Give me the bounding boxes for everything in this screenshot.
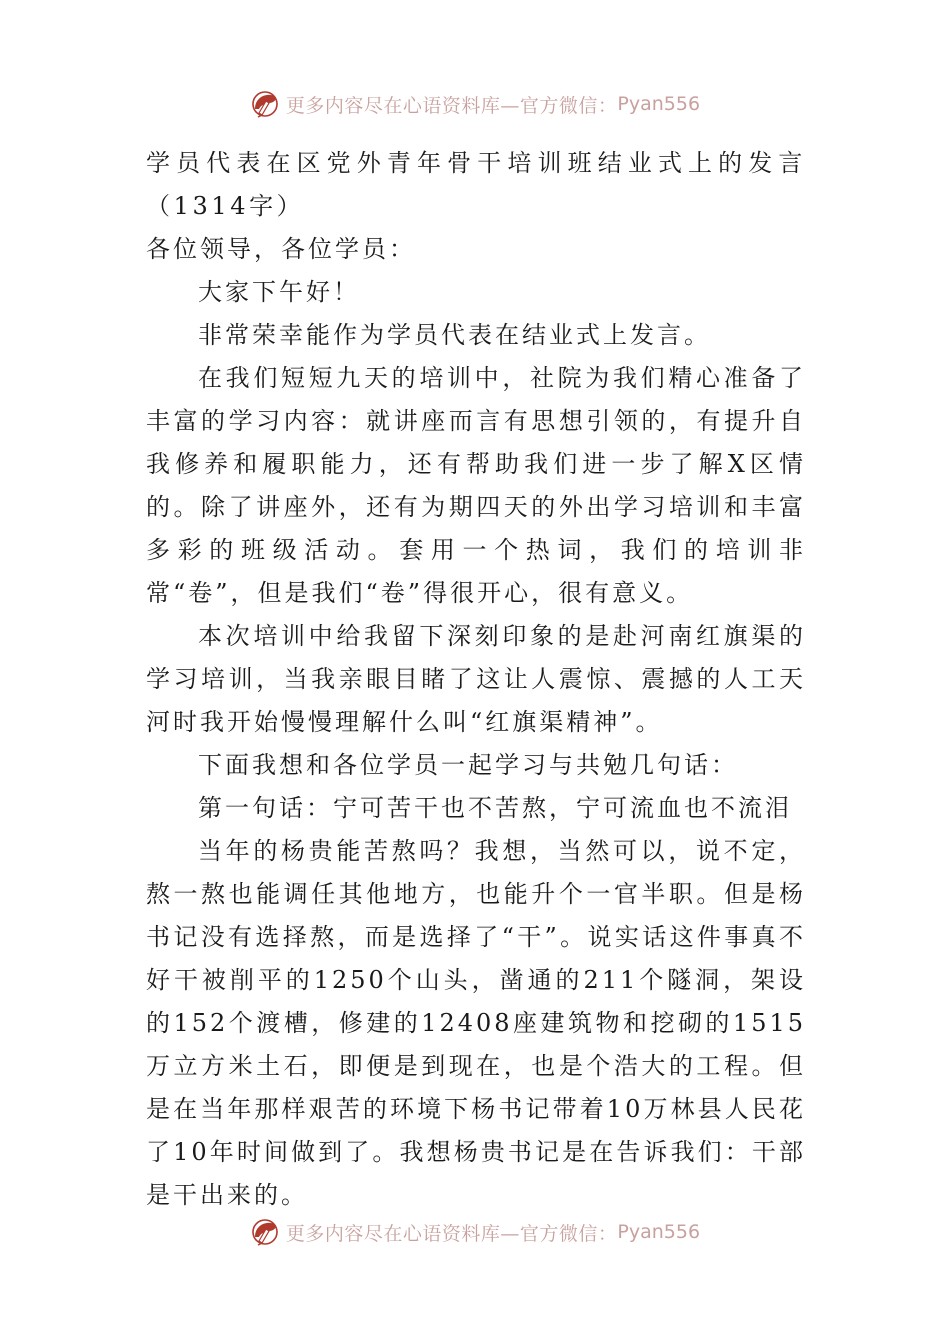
paragraph: 本次培训中给我留下深刻印象的是赴河南红旗渠的学习培训，当我亲眼目睹了这让人震惊、震撼的人工天河时我开始慢慢理解什么叫“红旗渠精神”。 bbox=[146, 622, 806, 736]
banner-wechat-id: Pyan556 bbox=[617, 93, 701, 115]
banner-brand-text: 更多内容尽在心语资料库—官方微信： bbox=[285, 94, 618, 117]
paragraph: 当年的杨贵能苦熬吗？我想，当然可以，说不定，熬一熬也能调任其他地方，也能升个一官半职。但是杨书记没有选择熬，而是选择了“干”。说实话这件事真不好干被削平的1250个山头，凿通的211个隧洞，架设的152个渡槽，修建的12408座建筑物和挖砌的1515万立方米土石，即便是到现在，也是个浩大的工程。但是在当年那样艰苦的环境下杨书记带着10万林县人民花了10年时间做到了。我想杨贵书记是在告诉我们：干部是干出来的。 bbox=[146, 837, 806, 1209]
banner-wechat-id: Pyan556 bbox=[617, 1221, 701, 1243]
document-title: 学员代表在区党外青年骨干培训班结业式上的发言（1314字） bbox=[146, 149, 806, 220]
paragraph: 在我们短短九天的培训中，社院为我们精心准备了丰富的学习内容：就讲座而言有思想引领的，有提升自我修养和履职能力，还有帮助我们进一步了解X区情的。除了讲座外，还有为期四天的外出学习培训和丰富多彩的班级活动。套用一个热词，我们的培训非常“卷”，但是我们“卷”得很开心，很有意义。 bbox=[146, 364, 806, 607]
banner-brand-text: 更多内容尽在心语资料库—官方微信： bbox=[285, 1222, 618, 1245]
pen-nib-logo-icon bbox=[250, 1217, 280, 1247]
paragraph: 非常荣幸能作为学员代表在结业式上发言。 bbox=[198, 321, 711, 349]
section-heading: 第一句话：宁可苦干也不苦熬，宁可流血也不流泪 bbox=[198, 794, 792, 822]
footer-banner bbox=[0, 1212, 950, 1252]
document-body bbox=[146, 142, 806, 1217]
pen-nib-logo-icon bbox=[250, 89, 280, 119]
paragraph: 下面我想和各位学员一起学习与共勉几句话： bbox=[198, 751, 738, 779]
salutation: 各位领导，各位学员： bbox=[146, 235, 416, 263]
header-banner bbox=[0, 84, 950, 124]
paragraph: 大家下午好！ bbox=[198, 278, 360, 306]
